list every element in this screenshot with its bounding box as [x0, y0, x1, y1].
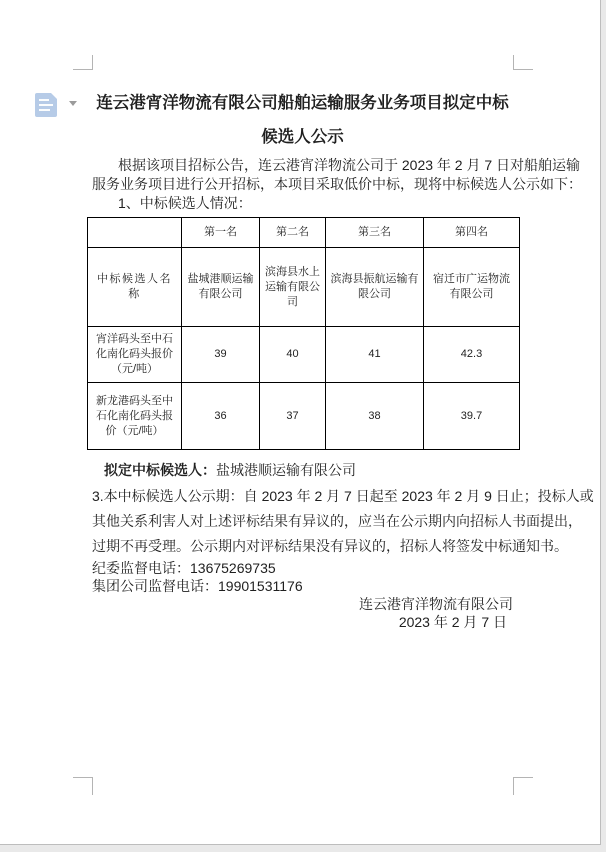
price-cell: 38: [326, 383, 424, 450]
price-cell: 41: [326, 327, 424, 383]
header-cell-rank-1: 第一名: [182, 218, 260, 248]
bid-candidates-table: [87, 217, 520, 450]
publicity-period-paragraph: [92, 484, 594, 559]
candidate-name-cell: 宿迁市广运物流有限公司: [424, 248, 520, 327]
intro-line-1: 根据该项目招标公告，连云港宵洋物流公司于 2023 年 2 月 7 日对船舶运输: [118, 157, 581, 173]
document-content: [92, 70, 594, 631]
header-cell-rank-3: 第三名: [326, 218, 424, 248]
discipline-phone-number: 13675269735: [190, 560, 276, 576]
price-cell: 40: [260, 327, 326, 383]
candidate-name-row: [88, 248, 520, 327]
intro-list-item: 1、中标候选人情况：: [118, 195, 252, 211]
notice-line-2: 其他关系利害人对上述评标结果有异议的，应当在公示期内向招标人书面提出，: [92, 513, 582, 529]
discipline-phone-label: 纪委监督电话：: [92, 560, 190, 576]
price-row-xinlonggang: [88, 383, 520, 450]
paste-options-document-icon[interactable]: [35, 93, 57, 117]
title-line-2: 候选人公示: [261, 128, 344, 146]
crop-mark-top-right: [513, 55, 533, 70]
title-line-1: 连云港宵洋物流有限公司船舶运输服务业务项目拟定中标: [96, 94, 509, 112]
group-supervision-phone: [92, 577, 513, 595]
crop-mark-top-left: [73, 55, 93, 70]
price-cell: 37: [260, 383, 326, 450]
chevron-down-icon[interactable]: [69, 101, 77, 106]
signature-block: [92, 595, 513, 631]
intro-paragraph: [92, 156, 582, 213]
row-label-cell: 宵洋码头至中石化南化码头报价（元/吨）: [88, 327, 182, 383]
price-cell: 39: [182, 327, 260, 383]
group-phone-label: 集团公司监督电话：: [92, 578, 218, 594]
header-cell-rank-4: 第四名: [424, 218, 520, 248]
price-cell: 36: [182, 383, 260, 450]
crop-mark-bottom-left: [73, 777, 93, 795]
discipline-supervision-phone: [92, 559, 513, 577]
notice-line-3: 过期不再受理。公示期内对评标结果没有异议的，招标人将签发中标通知书。: [92, 538, 568, 554]
notice-line-1: 3.本中标候选人公示期：自 2023 年 2 月 7 日起至 2023 年 2 月 9 日止；投标人或: [92, 488, 594, 504]
candidate-name-cell: 滨海县水上运输有限公司: [260, 248, 326, 327]
proposed-winner-line: [92, 461, 513, 480]
signature-company: 连云港宵洋物流有限公司: [359, 596, 513, 612]
paste-options-button[interactable]: [35, 92, 79, 118]
row-label-cell: 中标候选人名称: [88, 248, 182, 327]
header-cell-rank-2: 第二名: [260, 218, 326, 248]
proposed-winner-value: 盐城港顺运输有限公司: [216, 462, 356, 478]
proposed-winner-label: 拟定中标候选人：: [104, 462, 216, 478]
price-row-xiaoyang: [88, 327, 520, 383]
row-label-cell: 新龙港码头至中石化南化码头报价（元/吨）: [88, 383, 182, 450]
header-cell-blank: [88, 218, 182, 248]
candidate-name-cell: 滨海县振航运输有限公司: [326, 248, 424, 327]
candidate-name-cell: 盐城港顺运输有限公司: [182, 248, 260, 327]
signature-date: 2023 年 2 月 7 日: [398, 614, 507, 630]
crop-mark-bottom-right: [513, 777, 533, 795]
document-title: [92, 86, 513, 154]
page-fold-icon: [51, 93, 57, 99]
group-phone-number: 19901531176: [218, 578, 303, 594]
intro-line-2: 服务业务项目进行公开招标，本项目采取低价中标，现将中标候选人公示如下：: [92, 176, 582, 192]
table-header-row: [88, 218, 520, 248]
price-cell: 39.7: [424, 383, 520, 450]
price-cell: 42.3: [424, 327, 520, 383]
